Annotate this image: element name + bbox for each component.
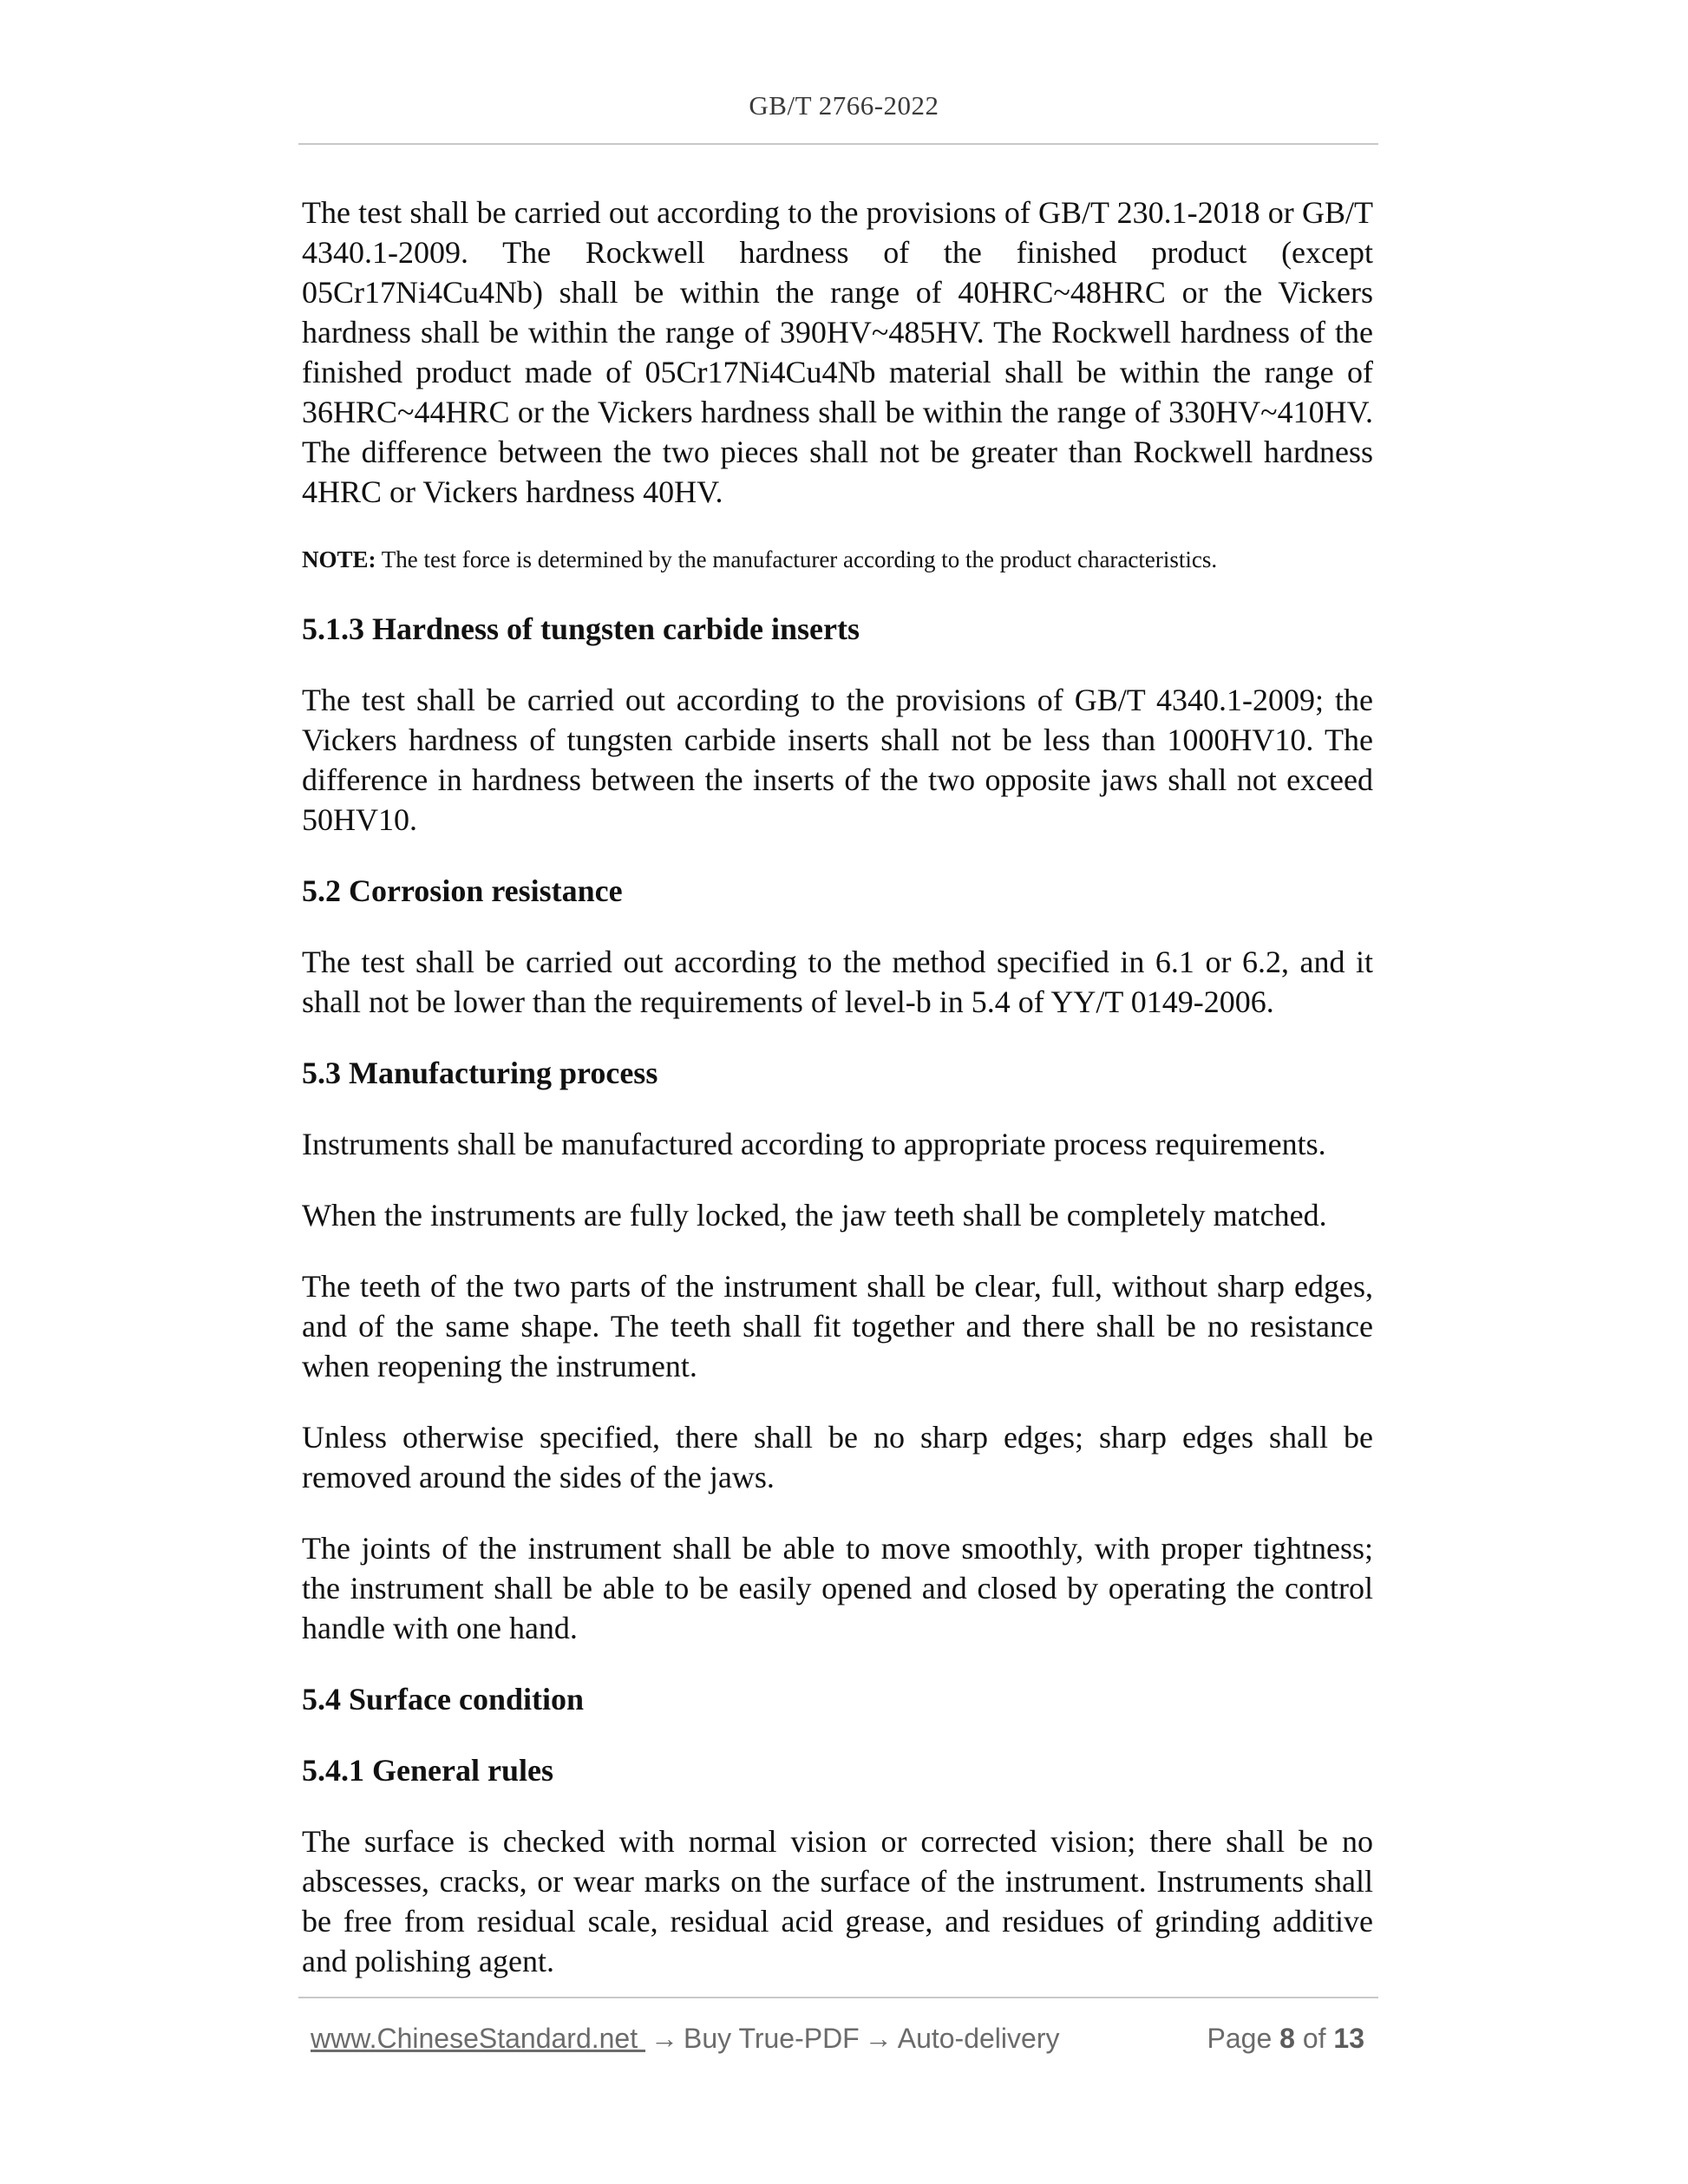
paragraph-surface: The surface is checked with normal vision or corrected vision; there shall be no abscesses, cracks, or wear marks on the surface of the instrument. Instruments shall be free from residual scale, residual acid grease, and residues of grinding additive and polishing agent. bbox=[302, 1824, 1373, 1978]
paragraph-tungsten-carbide: The test shall be carried out according to the provisions of GB/T 4340.1-2009; the Vickers hardness of tungsten carbide inserts shall not be less than 1000HV10. The difference in hardness between the inserts of the two opposite jaws shall not exceed 50HV10. bbox=[302, 683, 1373, 837]
arrow-right-icon: → bbox=[651, 2023, 678, 2054]
paragraph-corrosion: The test shall be carried out according to the method specified in 6.1 or 6.2, and it shall not be lower than the requirements of level-b in 5.4 of YY/T 0149-2006. bbox=[302, 945, 1373, 1019]
paragraph-manufacturing-5: The joints of the instrument shall be able to move smoothly, with proper tightness; the instrument shall be able to be easily opened and closed by operating the control handle with one hand. bbox=[302, 1531, 1373, 1645]
heading-5-3: 5.3 Manufacturing process bbox=[302, 1056, 658, 1090]
buy-true-pdf-text: Buy True-PDF bbox=[684, 2023, 860, 2054]
note-label: NOTE: bbox=[302, 546, 376, 572]
note bbox=[302, 543, 1373, 576]
page-body bbox=[302, 193, 1373, 2012]
paragraph-manufacturing-4: Unless otherwise specified, there shall be no sharp edges; sharp edges shall be removed around the sides of the jaws. bbox=[302, 1420, 1373, 1494]
arrow-right-icon: → bbox=[864, 2023, 893, 2054]
paragraph-hardness-test: The test shall be carried out according to the provisions of GB/T 230.1-2018 or GB/T 4340.1-2009. The Rockwell hardness of the finished product (except 05Cr17Ni4Cu4Nb) shall be within the range of 40HRC~48HRC or the Vickers hardness shall be within the range of 390HV~485HV. The Rockwell hardness of the finished product made of 05Cr17Ni4Cu4Nb material shall be within the range of 36HRC~44HRC or the Vickers hardness shall be within the range of 330HV~410HV. The difference between the two pieces shall not be greater than Rockwell hardness 4HRC or Vickers hardness 40HV. bbox=[302, 195, 1373, 509]
paragraph-manufacturing-1: Instruments shall be manufactured according to appropriate process requirements. bbox=[302, 1127, 1326, 1161]
note-text: The test force is determined by the manufacturer according to the product characteristics. bbox=[376, 546, 1218, 572]
paragraph-manufacturing-2: When the instruments are fully locked, the jaw teeth shall be completely matched. bbox=[302, 1198, 1327, 1233]
page-total: 13 bbox=[1333, 2023, 1364, 2054]
page-label: Page bbox=[1207, 2023, 1273, 2054]
footer-links bbox=[311, 2023, 1059, 2055]
footer bbox=[311, 2023, 1373, 2061]
header-standard-code: GB/T 2766-2022 bbox=[749, 90, 939, 121]
page-current: 8 bbox=[1279, 2023, 1295, 2054]
heading-5-1-3: 5.1.3 Hardness of tungsten carbide inserts bbox=[302, 611, 860, 646]
header-divider bbox=[298, 143, 1378, 145]
paragraph-manufacturing-3: The teeth of the two parts of the instrument shall be clear, full, without sharp edges, and of the same shape. The teeth shall fit together and there shall be no resistance when reopening the instrument. bbox=[302, 1269, 1373, 1383]
auto-delivery-text: Auto-delivery bbox=[897, 2023, 1060, 2054]
heading-5-2: 5.2 Corrosion resistance bbox=[302, 873, 623, 908]
heading-5-4-1: 5.4.1 General rules bbox=[302, 1753, 553, 1788]
website-link[interactable]: www.ChineseStandard.net bbox=[311, 2023, 645, 2054]
page-indicator bbox=[1207, 2023, 1364, 2055]
of-label: of bbox=[1302, 2023, 1326, 2054]
footer-divider bbox=[298, 1997, 1378, 1998]
heading-5-4: 5.4 Surface condition bbox=[302, 1682, 585, 1716]
